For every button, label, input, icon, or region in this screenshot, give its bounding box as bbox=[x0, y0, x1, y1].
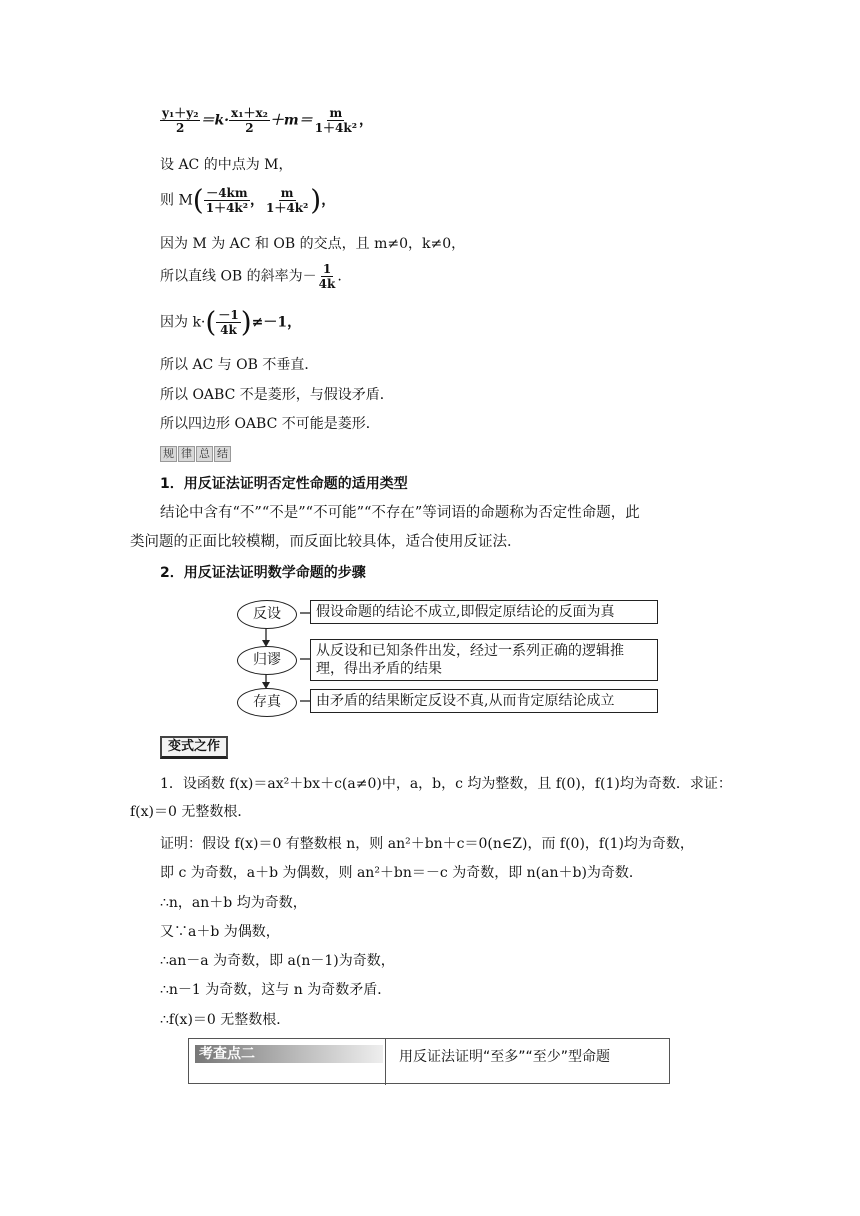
flow-box-text: 从反设和已知条件出发，经过一系列正确的逻辑推 bbox=[316, 643, 624, 659]
variant-question: f(x)＝0 无整数根． bbox=[130, 804, 252, 820]
equation-midpoint-y bbox=[160, 106, 373, 135]
fraction-numerator: －4km bbox=[206, 186, 248, 200]
fraction-denominator: 2 bbox=[176, 121, 185, 135]
fraction-denominator: 4k bbox=[220, 323, 237, 337]
flow-box-text: 假设命题的结论不成立,即假定原结论的反面为真 bbox=[316, 604, 615, 620]
fraction-numerator: x₁＋x₂ bbox=[231, 106, 268, 120]
equation-text: 所以直线 OB 的斜率为－ bbox=[160, 268, 317, 285]
variant-solution: ∴n，an＋b 均为奇数， bbox=[160, 895, 307, 911]
fraction-numerator: y₁＋y₂ bbox=[162, 106, 199, 120]
equation-text: ＋m＝ bbox=[269, 112, 313, 129]
fraction-numerator: m bbox=[329, 106, 343, 120]
proof-line: 所以 OABC 不是菱形，与假设矛盾． bbox=[160, 387, 394, 403]
summary-paragraph: 结论中含有“不”“不是”“不可能”“不存在”等词语的命题称为否定性命题，此 bbox=[160, 505, 640, 521]
flow-box-contradict bbox=[310, 639, 658, 681]
section-label: 考查点二 bbox=[199, 1046, 255, 1062]
fraction-numerator: 1 bbox=[322, 262, 332, 276]
variant-question: 1．设函数 f(x)＝ax²＋bx＋c(a≠0)中，a，b，c 均为整数，且 f(0)，f(1)均为奇数．求证： bbox=[160, 776, 732, 792]
flow-box-assume bbox=[310, 600, 658, 624]
summary-heading-2: 2．用反证法证明数学命题的步骤 bbox=[160, 565, 366, 581]
equation-text: 则 M bbox=[160, 192, 193, 209]
variant-solution: ∴f(x)＝0 无整数根． bbox=[160, 1012, 291, 1028]
flow-box-text: 理，得出矛盾的结果 bbox=[316, 661, 442, 677]
variant-tag: 变式之作 bbox=[160, 736, 228, 759]
fraction-denominator: 1＋4k² bbox=[314, 121, 357, 135]
equation-text: . bbox=[337, 268, 342, 285]
equation-text: ， bbox=[321, 192, 336, 209]
fraction-numerator: m bbox=[280, 186, 294, 200]
variant-solution: ∴an－a 为奇数，即 a(n－1)为奇数， bbox=[160, 953, 395, 969]
equation-text: 因为 k· bbox=[160, 314, 206, 331]
fraction-denominator: 1＋4k² bbox=[266, 201, 309, 215]
fraction-denominator: 2 bbox=[245, 121, 254, 135]
fraction-denominator: 1＋4k² bbox=[205, 201, 249, 215]
summary-tag bbox=[160, 446, 231, 462]
proof-line: 因为 M 为 AC 和 OB 的交点，且 m≠0，k≠0， bbox=[160, 236, 466, 252]
tag-char: 规 bbox=[160, 446, 177, 462]
section-title: 用反证法证明“至多”“至少”型命题 bbox=[399, 1049, 611, 1065]
flow-step-contradict: 归谬 bbox=[237, 646, 297, 675]
equation-text: ≠－1， bbox=[251, 314, 302, 331]
flow-step-conclude: 存真 bbox=[237, 688, 297, 717]
flow-box-text: 由矛盾的结果断定反设不真,从而肯定原结论成立 bbox=[316, 693, 615, 709]
flow-box-conclude bbox=[310, 689, 658, 713]
flow-step-assume: 反设 bbox=[237, 600, 297, 629]
equation-midpoint-m: 则 M( $\frac{-4km}{\text{1＋4k²}}$ ， $\frac{m}{\text{1＋4k²}}$ )， bbox=[160, 183, 336, 217]
equation-slope bbox=[160, 262, 342, 291]
tag-char: 律 bbox=[178, 446, 195, 462]
variant-solution: 即 c 为奇数，a＋b 为偶数，则 an²＋bn＝－c 为奇数，即 n(an＋b)为奇数． bbox=[160, 865, 643, 881]
proof-line: 设 AC 的中点为 M， bbox=[160, 157, 293, 173]
section-divider bbox=[385, 1039, 386, 1085]
variant-solution: ∴n－1 为奇数，这与 n 为奇数矛盾． bbox=[160, 982, 392, 998]
equation-text: ， bbox=[358, 112, 373, 129]
fraction-denominator: 4k bbox=[318, 277, 336, 291]
proof-line: 所以 AC 与 OB 不垂直． bbox=[160, 357, 319, 373]
equation-text: ＝k· bbox=[200, 112, 230, 129]
equation-text: ， bbox=[250, 192, 265, 209]
tag-char: 总 bbox=[196, 446, 213, 462]
tag-char: 结 bbox=[214, 446, 231, 462]
fraction-numerator: －1 bbox=[218, 308, 239, 322]
summary-paragraph: 类问题的正面比较模糊，而反面比较具体，适合使用反证法． bbox=[130, 534, 522, 550]
variant-solution: 又∵a＋b 为偶数， bbox=[160, 924, 280, 940]
section-header bbox=[188, 1038, 670, 1084]
variant-solution: 证明：假设 f(x)＝0 有整数根 n，则 an²＋bn＋c＝0(n∈Z)，而 f(0)，f(1)均为奇数， bbox=[160, 836, 694, 852]
equation-product: 因为 k·( $\frac{-1}{4k}$ )≠－1， bbox=[160, 305, 302, 339]
proof-line: 所以四边形 OABC 不可能是菱形． bbox=[160, 416, 380, 432]
summary-heading-1: 1．用反证法证明否定性命题的适用类型 bbox=[160, 476, 408, 492]
